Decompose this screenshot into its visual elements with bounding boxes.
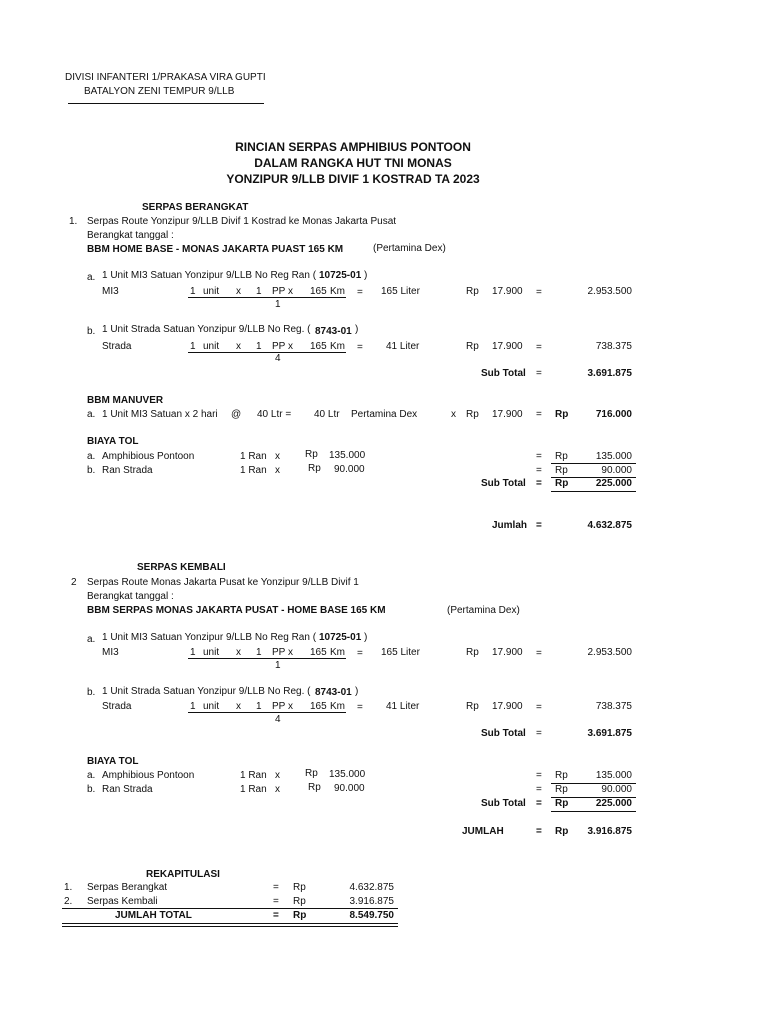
fuel-type: (Pertamina Dex) bbox=[373, 243, 446, 254]
rule bbox=[551, 783, 636, 784]
item-letter: b. bbox=[87, 687, 96, 698]
currency: Rp bbox=[466, 647, 479, 658]
calc-pp: PP x bbox=[272, 647, 293, 658]
item-letter: a. bbox=[87, 451, 96, 462]
line-total: 738.375 bbox=[595, 701, 632, 712]
calc-equals: = bbox=[357, 648, 363, 659]
recap-total-value: 8.549.750 bbox=[349, 910, 394, 921]
tol-qty: 1 Ran bbox=[240, 451, 267, 462]
route-text: Serpas Route Yonzipur 9/LLB Divif 1 Kostrad ke Monas Jakarta Pusat bbox=[87, 216, 397, 227]
calc-km: 165 bbox=[310, 647, 327, 658]
recap-label: Serpas Kembali bbox=[87, 896, 158, 907]
jumlah-value: 4.632.875 bbox=[587, 520, 632, 531]
currency: Rp bbox=[293, 910, 307, 921]
vehicle-desc: 1 Unit Strada Satuan Yonzipur 9/LLB No Reg. ( bbox=[102, 324, 311, 335]
paren-close: ) bbox=[364, 270, 368, 281]
calc-pp: PP x bbox=[272, 701, 293, 712]
route-text: Serpas Route Monas Jakarta Pusat ke Yonzipur 9/LLB Divif 1 bbox=[87, 577, 359, 588]
currency: Rp bbox=[555, 451, 568, 462]
equals: = bbox=[536, 465, 542, 476]
section-number: 2 bbox=[71, 577, 77, 588]
recap-total-label: JUMLAH TOTAL bbox=[115, 910, 192, 921]
tol-price: 90.000 bbox=[334, 464, 365, 475]
recap-label: Serpas Berangkat bbox=[87, 882, 168, 893]
item-letter: a. bbox=[87, 272, 96, 283]
subtotal-label: Sub Total bbox=[481, 368, 526, 379]
calc-km-unit: Km bbox=[330, 286, 345, 297]
recap-heading: REKAPITULASI bbox=[146, 869, 220, 880]
tol-qty: 1 Ran bbox=[240, 465, 267, 476]
times: x bbox=[275, 770, 280, 781]
header-underline bbox=[68, 103, 264, 104]
equals: = bbox=[536, 648, 542, 659]
tol-total: 90.000 bbox=[601, 465, 632, 476]
calc-trips: 1 bbox=[256, 286, 262, 297]
subtotal-label: Sub Total bbox=[481, 728, 526, 739]
subtotal-value: 3.691.875 bbox=[587, 368, 632, 379]
equals: = bbox=[536, 368, 542, 379]
paren-close: ) bbox=[355, 324, 359, 335]
currency: Rp bbox=[555, 798, 569, 809]
jumlah-label: Jumlah bbox=[492, 520, 528, 531]
equals: = bbox=[273, 896, 279, 907]
calc-divisor: 4 bbox=[275, 714, 281, 725]
tol-item-name: Amphibious Pontoon bbox=[102, 770, 195, 781]
line-total: 2.953.500 bbox=[587, 647, 632, 658]
vehicle-desc: 1 Unit Strada Satuan Yonzipur 9/LLB No Reg. ( bbox=[102, 686, 311, 697]
rule bbox=[551, 463, 636, 464]
currency: Rp bbox=[466, 341, 479, 352]
reg-number: 10725-01 bbox=[319, 270, 362, 281]
subtotal-value: 225.000 bbox=[595, 798, 632, 809]
reg-number: 8743-01 bbox=[315, 326, 352, 337]
calc-divisor: 1 bbox=[275, 660, 281, 671]
calc-unit: unit bbox=[203, 286, 220, 297]
doc-title-1: RINCIAN SERPAS AMPHIBIUS PONTOON bbox=[235, 140, 471, 154]
tol-total: 135.000 bbox=[595, 451, 632, 462]
calc-equals: = bbox=[357, 287, 363, 298]
doc-title-3: YONZIPUR 9/LLB DIVIF 1 KOSTRAD TA 2023 bbox=[226, 172, 480, 186]
unit-price: 17.900 bbox=[492, 341, 523, 352]
calc-count: 1 bbox=[190, 341, 196, 352]
date-label: Berangkat tanggal : bbox=[87, 230, 174, 241]
tol-total: 135.000 bbox=[595, 770, 632, 781]
equals: = bbox=[536, 826, 542, 837]
currency: Rp bbox=[555, 826, 569, 837]
subtotal-label: Sub Total bbox=[481, 798, 526, 809]
times: x bbox=[275, 465, 280, 476]
equals: = bbox=[536, 342, 542, 353]
line-total: 738.375 bbox=[595, 341, 632, 352]
item-letter: b. bbox=[87, 784, 96, 795]
calc-divisor: 4 bbox=[275, 353, 281, 364]
calc-x: x bbox=[236, 701, 241, 712]
tol-item-name: Ran Strada bbox=[102, 784, 153, 795]
item-letter: a. bbox=[87, 634, 96, 645]
rule bbox=[551, 491, 636, 492]
calc-equals: = bbox=[357, 702, 363, 713]
recap-num: 2. bbox=[64, 896, 73, 907]
vehicle-name: Strada bbox=[102, 341, 132, 352]
liters: 41 Liter bbox=[386, 341, 420, 352]
currency: Rp bbox=[555, 409, 569, 420]
recap-value: 3.916.875 bbox=[349, 896, 394, 907]
line-total: 2.953.500 bbox=[587, 286, 632, 297]
recap-value: 4.632.875 bbox=[349, 882, 394, 893]
times: x bbox=[451, 409, 456, 420]
calc-km: 165 bbox=[310, 341, 327, 352]
item-letter: a. bbox=[87, 770, 96, 781]
calc-equals: = bbox=[357, 342, 363, 353]
currency: Rp bbox=[293, 896, 306, 907]
rule bbox=[551, 811, 636, 812]
currency: Rp bbox=[466, 286, 479, 297]
subtotal-value: 3.691.875 bbox=[587, 728, 632, 739]
tol-price: 90.000 bbox=[334, 783, 365, 794]
tol-heading: BIAYA TOL bbox=[87, 756, 139, 767]
currency: Rp bbox=[308, 463, 321, 474]
calc-divisor: 1 bbox=[275, 299, 281, 310]
fuel-type: (Pertamina Dex) bbox=[447, 605, 520, 616]
calc-count: 1 bbox=[190, 701, 196, 712]
vehicle-desc: 1 Unit MI3 Satuan Yonzipur 9/LLB No Reg Ran ( bbox=[102, 632, 317, 643]
paren-close: ) bbox=[364, 632, 368, 643]
rule bbox=[62, 908, 398, 909]
calc-km: 165 bbox=[310, 286, 327, 297]
subtotal-value: 225.000 bbox=[595, 478, 632, 489]
calc-count: 1 bbox=[190, 286, 196, 297]
section-heading-berangkat: SERPAS BERANGKAT bbox=[142, 202, 249, 213]
paren-close: ) bbox=[355, 686, 359, 697]
unit-price: 17.900 bbox=[492, 409, 523, 420]
equals: = bbox=[536, 702, 542, 713]
calc-unit: unit bbox=[203, 341, 220, 352]
vehicle-name: Strada bbox=[102, 701, 132, 712]
header-org: DIVISI INFANTERI 1/PRAKASA VIRA GUPTI bbox=[65, 72, 266, 83]
at-sign: @ bbox=[231, 409, 242, 420]
reg-number: 10725-01 bbox=[319, 632, 362, 643]
bbm-route: BBM HOME BASE - MONAS JAKARTA PUAST 165 KM bbox=[87, 244, 344, 255]
currency: Rp bbox=[466, 701, 479, 712]
item-letter: a. bbox=[87, 409, 96, 420]
equals: = bbox=[536, 287, 542, 298]
currency: Rp bbox=[293, 882, 306, 893]
liters: 41 Liter bbox=[386, 701, 420, 712]
calc-count: 1 bbox=[190, 647, 196, 658]
tol-item-name: Ran Strada bbox=[102, 465, 153, 476]
currency: Rp bbox=[555, 770, 568, 781]
currency: Rp bbox=[305, 449, 318, 460]
calc-km-unit: Km bbox=[330, 341, 345, 352]
doc-title-2: DALAM RANGKA HUT TNI MONAS bbox=[254, 156, 452, 170]
times: x bbox=[275, 451, 280, 462]
equals: = bbox=[273, 882, 279, 893]
currency: Rp bbox=[466, 409, 479, 420]
reg-number: 8743-01 bbox=[315, 687, 352, 698]
calc-pp: PP x bbox=[272, 341, 293, 352]
calc-trips: 1 bbox=[256, 647, 262, 658]
calc-km-unit: Km bbox=[330, 647, 345, 658]
subtotal-label: Sub Total bbox=[481, 478, 526, 489]
unit-price: 17.900 bbox=[492, 701, 523, 712]
manuver-desc: 1 Unit MI3 Satuan x 2 hari bbox=[102, 409, 218, 420]
tol-price: 135.000 bbox=[329, 450, 366, 461]
liters: 165 Liter bbox=[381, 647, 420, 658]
recap-num: 1. bbox=[64, 882, 73, 893]
tol-qty: 1 Ran bbox=[240, 770, 267, 781]
calc-x: x bbox=[236, 286, 241, 297]
jumlah-value: 3.916.875 bbox=[587, 826, 632, 837]
calc-unit: unit bbox=[203, 647, 220, 658]
calc-pp: PP x bbox=[272, 286, 293, 297]
vehicle-name: MI3 bbox=[102, 286, 119, 297]
tol-total: 90.000 bbox=[601, 784, 632, 795]
calc-km-unit: Km bbox=[330, 701, 345, 712]
equals: = bbox=[273, 910, 279, 921]
calc-x: x bbox=[236, 341, 241, 352]
manuver-total: 716.000 bbox=[595, 409, 632, 420]
equals: = bbox=[536, 478, 542, 489]
vehicle-name: MI3 bbox=[102, 647, 119, 658]
section-heading-kembali: SERPAS KEMBALI bbox=[137, 562, 226, 573]
section-number: 1. bbox=[69, 216, 78, 227]
calc-km: 165 bbox=[310, 701, 327, 712]
rule bbox=[62, 926, 398, 927]
calc-trips: 1 bbox=[256, 341, 262, 352]
rule bbox=[62, 923, 398, 924]
tol-price: 135.000 bbox=[329, 769, 366, 780]
calc-x: x bbox=[236, 647, 241, 658]
tol-item-name: Amphibious Pontoon bbox=[102, 451, 195, 462]
date-label: Berangkat tanggal : bbox=[87, 591, 174, 602]
times: x bbox=[275, 784, 280, 795]
manuver-fuel: Pertamina Dex bbox=[351, 409, 418, 420]
currency: Rp bbox=[308, 782, 321, 793]
manuver-liters-total: 40 Ltr bbox=[314, 409, 340, 420]
liters: 165 Liter bbox=[381, 286, 420, 297]
currency: Rp bbox=[555, 465, 568, 476]
equals: = bbox=[536, 451, 542, 462]
equals: = bbox=[536, 784, 542, 795]
currency: Rp bbox=[555, 784, 568, 795]
unit-price: 17.900 bbox=[492, 647, 523, 658]
equals: = bbox=[536, 409, 542, 420]
manuver-heading: BBM MANUVER bbox=[87, 395, 164, 406]
calc-unit: unit bbox=[203, 701, 220, 712]
manuver-liters: 40 Ltr = bbox=[257, 409, 292, 420]
equals: = bbox=[536, 520, 542, 531]
bbm-route: BBM SERPAS MONAS JAKARTA PUSAT - HOME BASE 165 KM bbox=[87, 605, 386, 616]
currency: Rp bbox=[555, 478, 569, 489]
unit-price: 17.900 bbox=[492, 286, 523, 297]
equals: = bbox=[536, 798, 542, 809]
equals: = bbox=[536, 728, 542, 739]
tol-qty: 1 Ran bbox=[240, 784, 267, 795]
equals: = bbox=[536, 770, 542, 781]
jumlah-label: JUMLAH bbox=[462, 826, 504, 837]
item-letter: b. bbox=[87, 465, 96, 476]
header-unit: BATALYON ZENI TEMPUR 9/LLB bbox=[84, 86, 235, 97]
calc-trips: 1 bbox=[256, 701, 262, 712]
vehicle-desc: 1 Unit MI3 Satuan Yonzipur 9/LLB No Reg Ran ( bbox=[102, 270, 317, 281]
item-letter: b. bbox=[87, 326, 96, 337]
tol-heading: BIAYA TOL bbox=[87, 436, 139, 447]
currency: Rp bbox=[305, 768, 318, 779]
